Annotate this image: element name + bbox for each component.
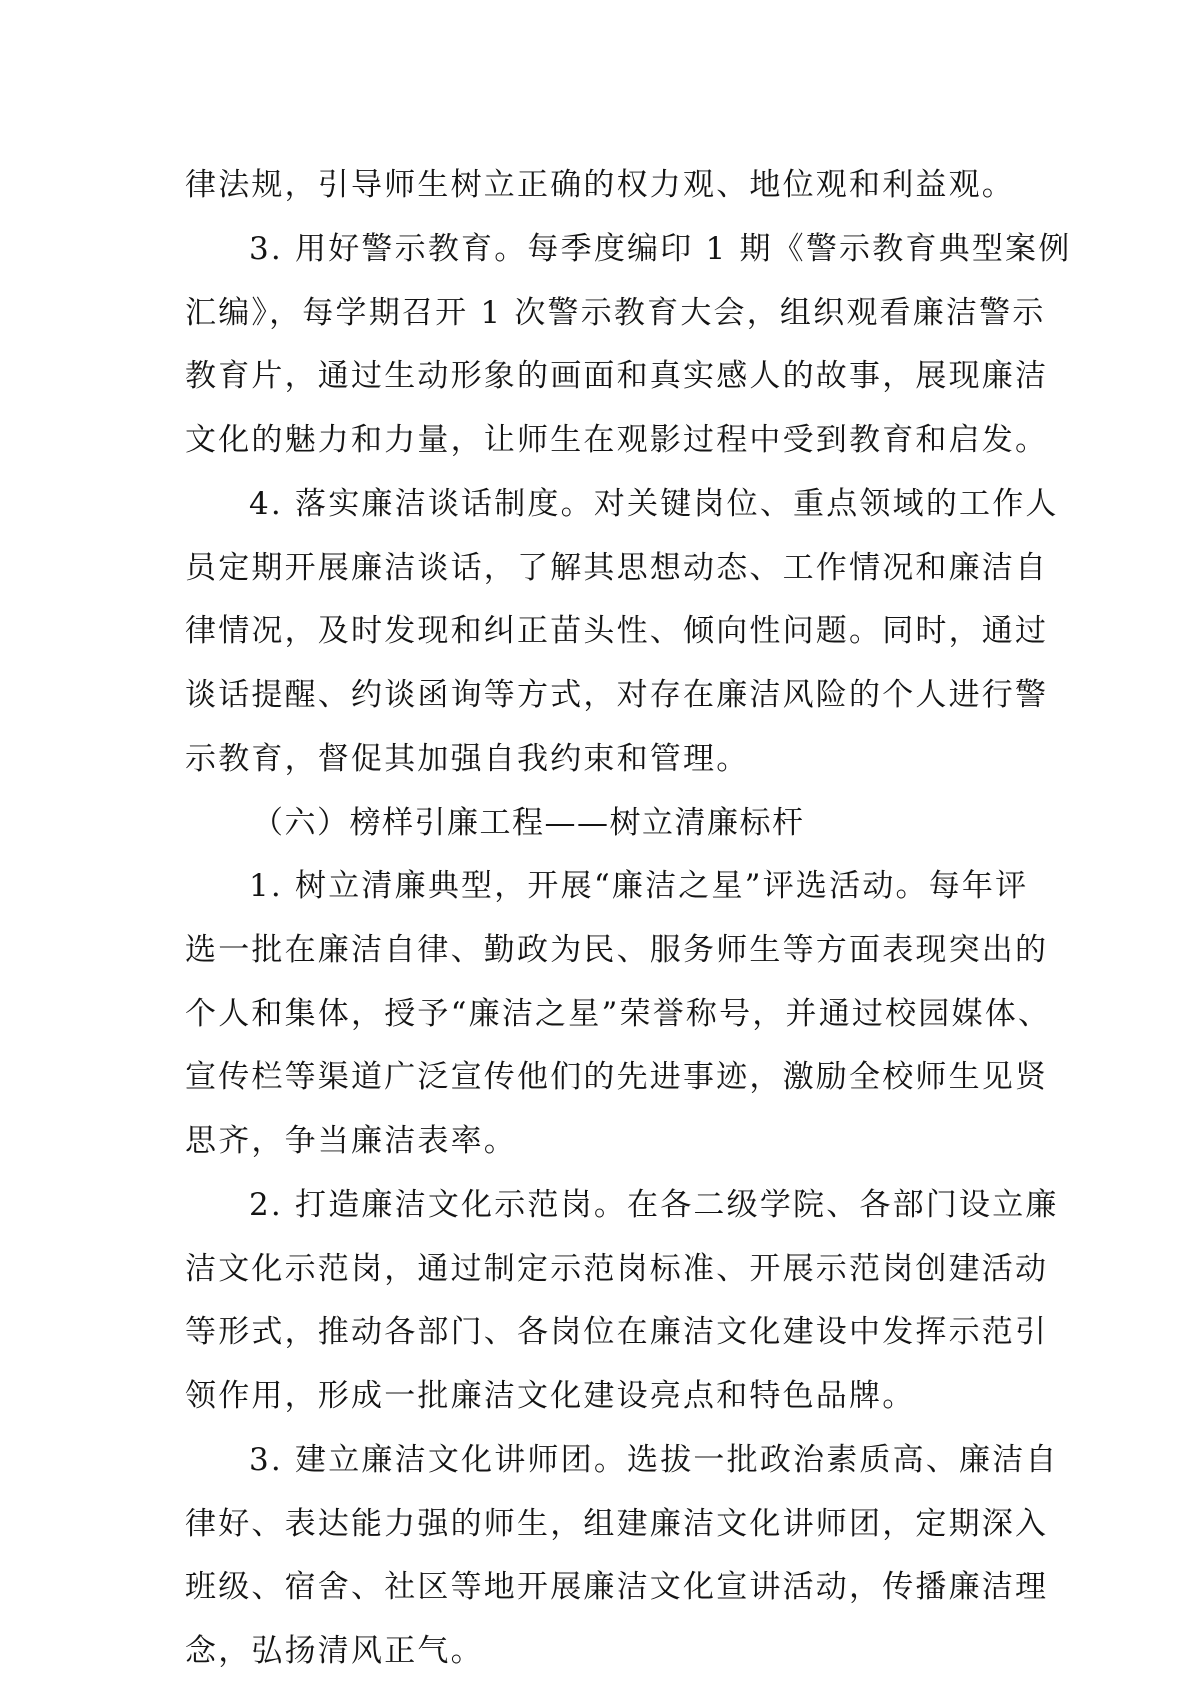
text-line: 班级、宿舍、社区等地开展廉洁文化宣讲活动，传播廉洁理 (185, 1569, 1049, 1605)
text-line: 念，弘扬清风正气。 (185, 1633, 484, 1669)
text-line: 思齐，争当廉洁表率。 (185, 1123, 517, 1159)
text-line: 文化的魅力和力量，让师生在观影过程中受到教育和启发。 (185, 422, 1049, 458)
text-line: 汇编》，每学期召开 1 次警示教育大会，组织观看廉洁警示 (185, 295, 1046, 331)
text-line: 教育片，通过生动形象的画面和真实感人的故事，展现廉洁 (185, 358, 1049, 394)
text-line: 选一批在廉洁自律、勤政为民、服务师生等方面表现突出的 (185, 932, 1049, 968)
text-line: 宣传栏等渠道广泛宣传他们的先进事迹，激励全校师生见贤 (185, 1059, 1049, 1095)
text-line: 律好、表达能力强的师生，组建廉洁文化讲师团，定期深入 (185, 1506, 1049, 1542)
text-line: 示教育，督促其加强自我约束和管理。 (185, 741, 750, 777)
paragraph-first-line: 2. 打造廉洁文化示范岗。在各二级学院、各部门设立廉 (249, 1187, 1059, 1223)
text-line: 等形式，推动各部门、各岗位在廉洁文化建设中发挥示范引 (185, 1314, 1049, 1350)
paragraph-first-line: 4. 落实廉洁谈话制度。对关键岗位、重点领域的工作人 (249, 486, 1059, 522)
paragraph-first-line: 3. 用好警示教育。每季度编印 1 期《警示教育典型案例 (249, 231, 1072, 267)
text-line: 谈话提醒、约谈函询等方式，对存在廉洁风险的个人进行警 (185, 677, 1049, 713)
text-line: 个人和集体，授予“廉洁之星”荣誉称号，并通过校园媒体、 (185, 996, 1052, 1032)
paragraph-first-line: 1. 树立清廉典型，开展“廉洁之星”评选活动。每年评 (249, 868, 1029, 904)
text-line: 洁文化示范岗，通过制定示范岗标准、开展示范岗创建活动 (185, 1251, 1049, 1287)
text-line: 员定期开展廉洁谈话，了解其思想动态、工作情况和廉洁自 (185, 550, 1049, 586)
text-line: 领作用，形成一批廉洁文化建设亮点和特色品牌。 (185, 1378, 916, 1414)
section-heading: （六）榜样引廉工程——树立清廉标杆 (252, 805, 805, 841)
text-line: 律情况，及时发现和纠正苗头性、倾向性问题。同时，通过 (185, 613, 1049, 649)
paragraph-first-line: 3. 建立廉洁文化讲师团。选拔一批政治素质高、廉洁自 (249, 1442, 1059, 1478)
text-line: 律法规，引导师生树立正确的权力观、地位观和利益观。 (185, 167, 1015, 203)
